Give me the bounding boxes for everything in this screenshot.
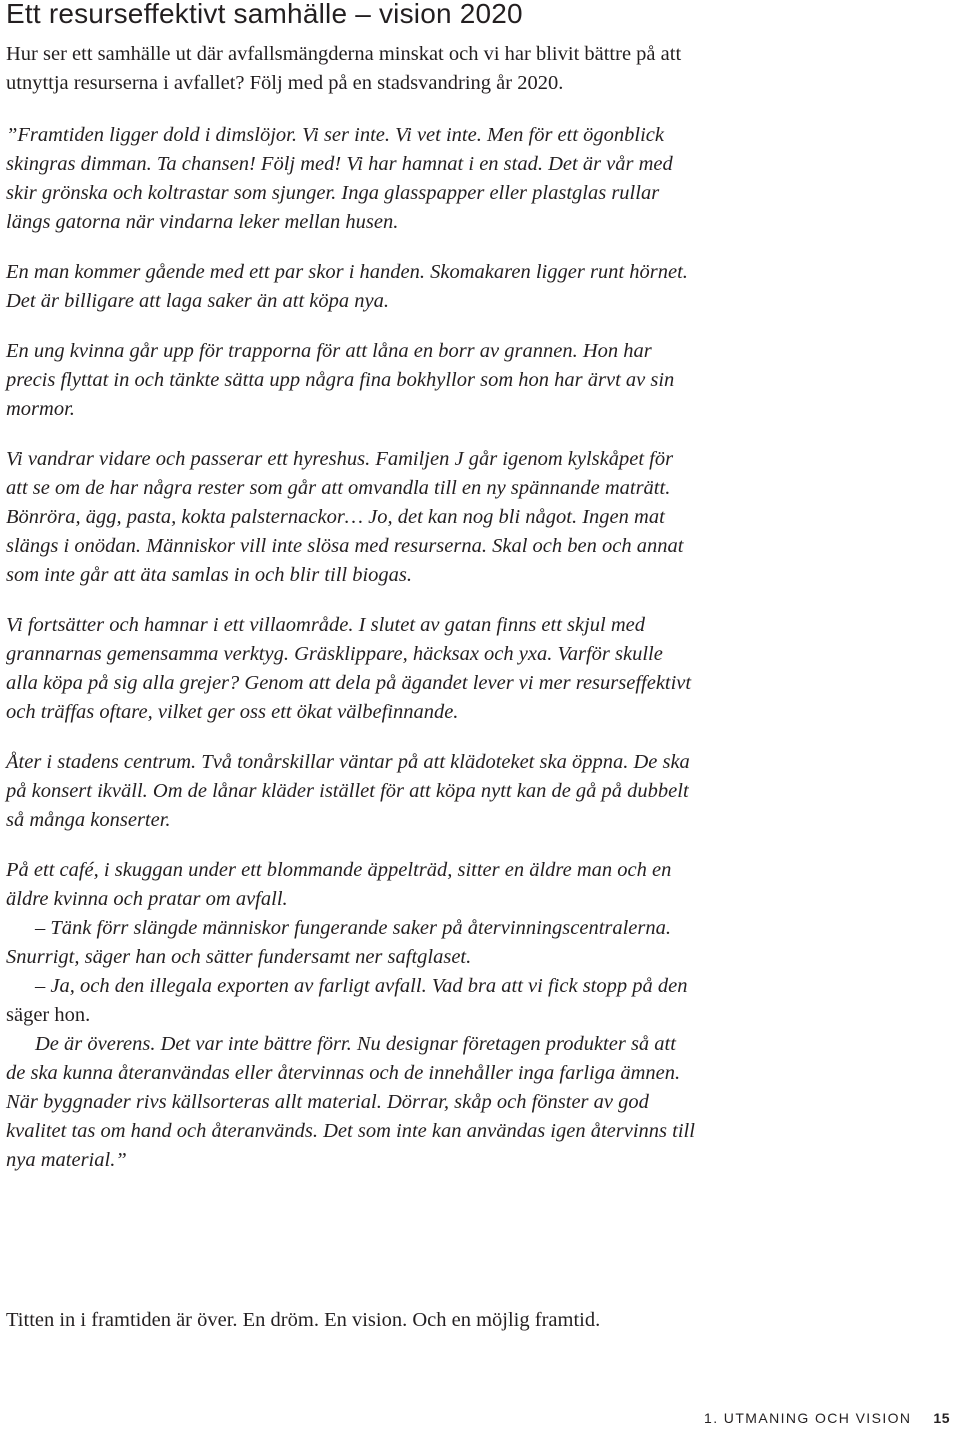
story-text-9-upright: säger hon. <box>6 1004 91 1026</box>
story-text <box>6 121 696 1196</box>
lead-paragraph: Hur ser ett samhälle ut där avfallsmängderna minskat och vi har blivit bättre på att utnyttja resurserna i avfallet? Följ med på en stadsvandring år 2020. <box>6 43 682 94</box>
story-paragraph-7 <box>6 856 696 914</box>
story-paragraph-5 <box>6 611 696 727</box>
story-text-2: En man kommer gående med ett par skor i handen. Skomakaren ligger runt hörnet. Det är billigare att laga saker än att köpa nya. <box>6 261 688 312</box>
page-number: 15 <box>933 1410 950 1426</box>
story-text-4: Vi vandrar vidare och passerar ett hyreshus. Familjen J går igenom kylskåpet för att se om de har några rester som går att omvandla till en ny spännande maträtt. Bönröra, ägg, pasta, kokta palsternackor… Jo, det kan nog bli något. Ingen mat slängs i onödan. Människor vill inte slösa med resurserna. Skal och ben och annat som inte går att äta samlas in och blir till biogas. <box>6 448 684 586</box>
story-text-3: En ung kvinna går upp för trapporna för att låna en borr av grannen. Hon har precis flyttat in och tänkte sätta upp några fina bokhyllor som hon har ärvt av sin mormor. <box>6 340 675 420</box>
story-text-7: På ett café, i skuggan under ett blommande äppelträd, sitter en äldre man och en äldre kvinna och pratar om avfall. <box>6 859 672 910</box>
story-paragraph-2 <box>6 258 696 316</box>
story-dialogue-man <box>6 914 696 972</box>
story-paragraph-3 <box>6 337 696 424</box>
closing-paragraph: Titten in i framtiden är över. En dröm. En vision. Och en möjlig framtid. <box>6 1309 601 1331</box>
story-dialogue-woman <box>6 972 696 1030</box>
story-text-8: – Tänk förr slängde människor fungerande saker på återvinningscentralerna. Snurrigt, säger han och sätter fundersamt ner saftglaset. <box>6 917 672 968</box>
story-paragraph-1 <box>6 121 696 237</box>
page-title: Ett resurseffektivt samhälle – vision 2020 <box>6 0 523 29</box>
story-paragraph-6 <box>6 748 696 835</box>
page-footer <box>704 1410 950 1426</box>
footer-section-label: 1. UTMANING OCH VISION <box>704 1410 912 1426</box>
story-text-1: ”Framtiden ligger dold i dimslöjor. Vi ser inte. Vi vet inte. Men för ett ögonblick skingras dimman. Ta chansen! Följ med! Vi har hamnat i en stad. Det är vår med skir grönska och koltrastar som sjunger. Inga glasspapper eller plastglas rullar längs gatorna när vindarna leker mellan husen. <box>6 124 673 233</box>
story-text-6: Åter i stadens centrum. Två tonårskillar väntar på att klädoteket ska öppna. De ska på konsert ikväll. Om de lånar kläder istället för att köpa nytt kan de gå på dubbelt så många konserter. <box>6 751 690 831</box>
story-text-10: De är överens. Det var inte bättre förr. Nu designar företagen produkter så att de ska kunna återanvändas eller återvinnas och de innehåller inga farliga ämnen. När byggnader rivs källsorteras allt material. Dörrar, skåp och fönster av god kvalitet tas om hand och återanvänds. Det som inte kan användas igen återvinns till nya material.” <box>6 1033 695 1171</box>
story-paragraph-4 <box>6 445 696 590</box>
story-text-5: Vi fortsätter och hamnar i ett villaområde. I slutet av gatan finns ett skjul med grannarnas gemensamma verktyg. Gräsklippare, häcksax och yxa. Varför skulle alla köpa på sig alla grejer? Genom att dela på ägandet lever vi mer resurseffektivt och träffas oftare, vilket ger oss ett ökat välbefinnande. <box>6 614 692 723</box>
story-text-9: – Ja, och den illegala exporten av farligt avfall. Vad bra att vi fick stopp på den <box>35 975 688 997</box>
story-paragraph-10 <box>6 1030 696 1175</box>
